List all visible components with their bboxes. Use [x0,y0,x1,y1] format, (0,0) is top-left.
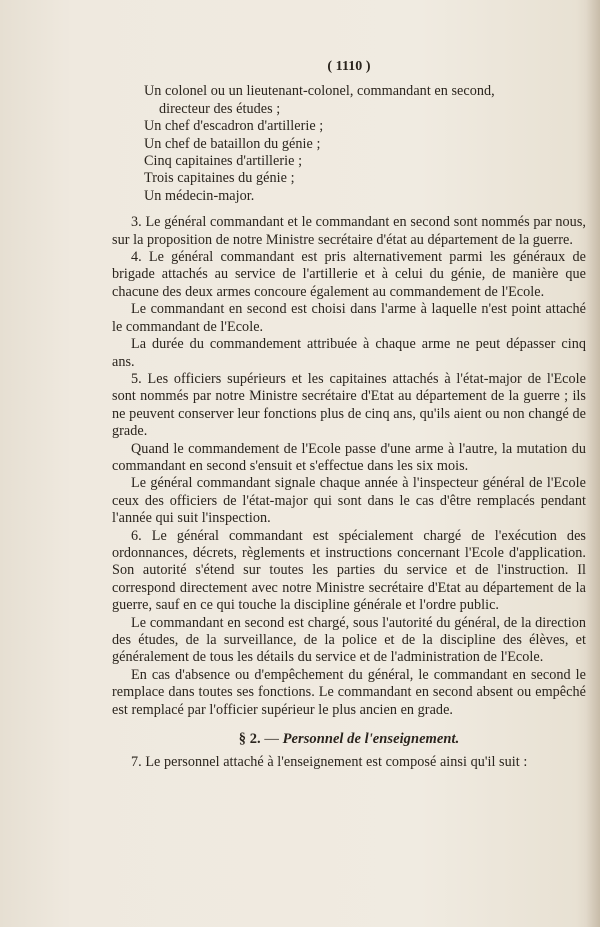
paragraph: La durée du commandement attribuée à chaque arme ne peut dépasser cinq ans. [112,336,586,370]
section-dash: — [264,731,279,748]
paragraph: Quand le commandement de l'Ecole passe d'une arme à l'autre, la mutation du commandant en second s'ensuit et s'effectue dans les six mois. [112,440,586,474]
paragraph: Le général commandant signale chaque année à l'inspecteur général de l'Ecole ceux des officiers de l'état-major qui sont dans le cas d'être remplacés pendant l'année qui suit l'inspection. [112,475,586,527]
section-title: Personnel de l'enseignement. [282,731,460,748]
paragraph-article-3: 3. Le général commandant et le commandant en second sont nommés par nous, sur la proposition de notre Ministre secrétaire d'état au département de la guerre. [112,214,586,248]
paragraph: En cas d'absence ou d'empêchement du général, le commandant en second le remplace dans toutes ses fonctions. Le commandant en second absent ou empêché est remplacé par l'officier supérieur le plus ancien en grade. [112,666,586,718]
page-number: ( 1110 ) [327,59,371,74]
paragraph: Le commandant en second est chargé, sous l'autorité du général, de la direction des études, de la surveillance, de la police et de la discipline des élèves, et généralement de tous les détails du service et de l'administration de l'Ecole. [112,614,586,666]
list-item: Un colonel ou un lieutenant-colonel, commandant en second, [144,83,495,100]
list-item-continuation: directeur des études ; [159,100,281,117]
list-item: Un chef d'escadron d'artillerie ; [144,118,324,135]
list-item: Un médecin-major. [144,187,255,204]
list-item: Un chef de bataillon du génie ; [144,135,321,152]
paragraph-article-7: 7. Le personnel attaché à l'enseignement est composé ainsi qu'il suit : [131,754,528,771]
section-heading [112,731,586,748]
paragraph-article-5: 5. Les officiers supérieurs et les capitaines attachés à l'état-major de l'Ecole sont nommés par notre Ministre secrétaire d'Etat au département de la guerre ; ils ne peuvent conserver leur fonctions plus de cinq ans, qu'ils aient ou non changé de grade. [112,370,586,440]
spacer [112,205,586,214]
text-block [112,58,586,772]
section-symbol: § 2. [238,731,261,748]
list-item: Cinq capitaines d'artillerie ; [144,153,303,170]
list-item: Trois capitaines du génie ; [144,170,295,187]
page-edge-shadow [586,0,600,927]
paragraph-article-4: 4. Le général commandant est pris alternativement parmi les généraux de brigade attachés au service de l'artillerie et à celui du génie, de manière que chacune des deux armes concoure également au commandement de l'Ecole. [112,249,586,300]
paragraph: Le commandant en second est choisi dans l'arme à laquelle n'est point attaché le commandant de l'Ecole. [112,301,586,335]
paragraph-article-6: 6. Le général commandant est spécialement chargé de l'exécution des ordonnances, décrets, règlements et instructions concernant l'Ecole d'application. Son autorité s'étend sur toutes les parties du service et de l'instruction. Il correspond directement avec notre Ministre secrétaire d'Etat au département de la guerre, sauf en ce qui touche la discipline générale et l'ordre public. [112,527,586,614]
